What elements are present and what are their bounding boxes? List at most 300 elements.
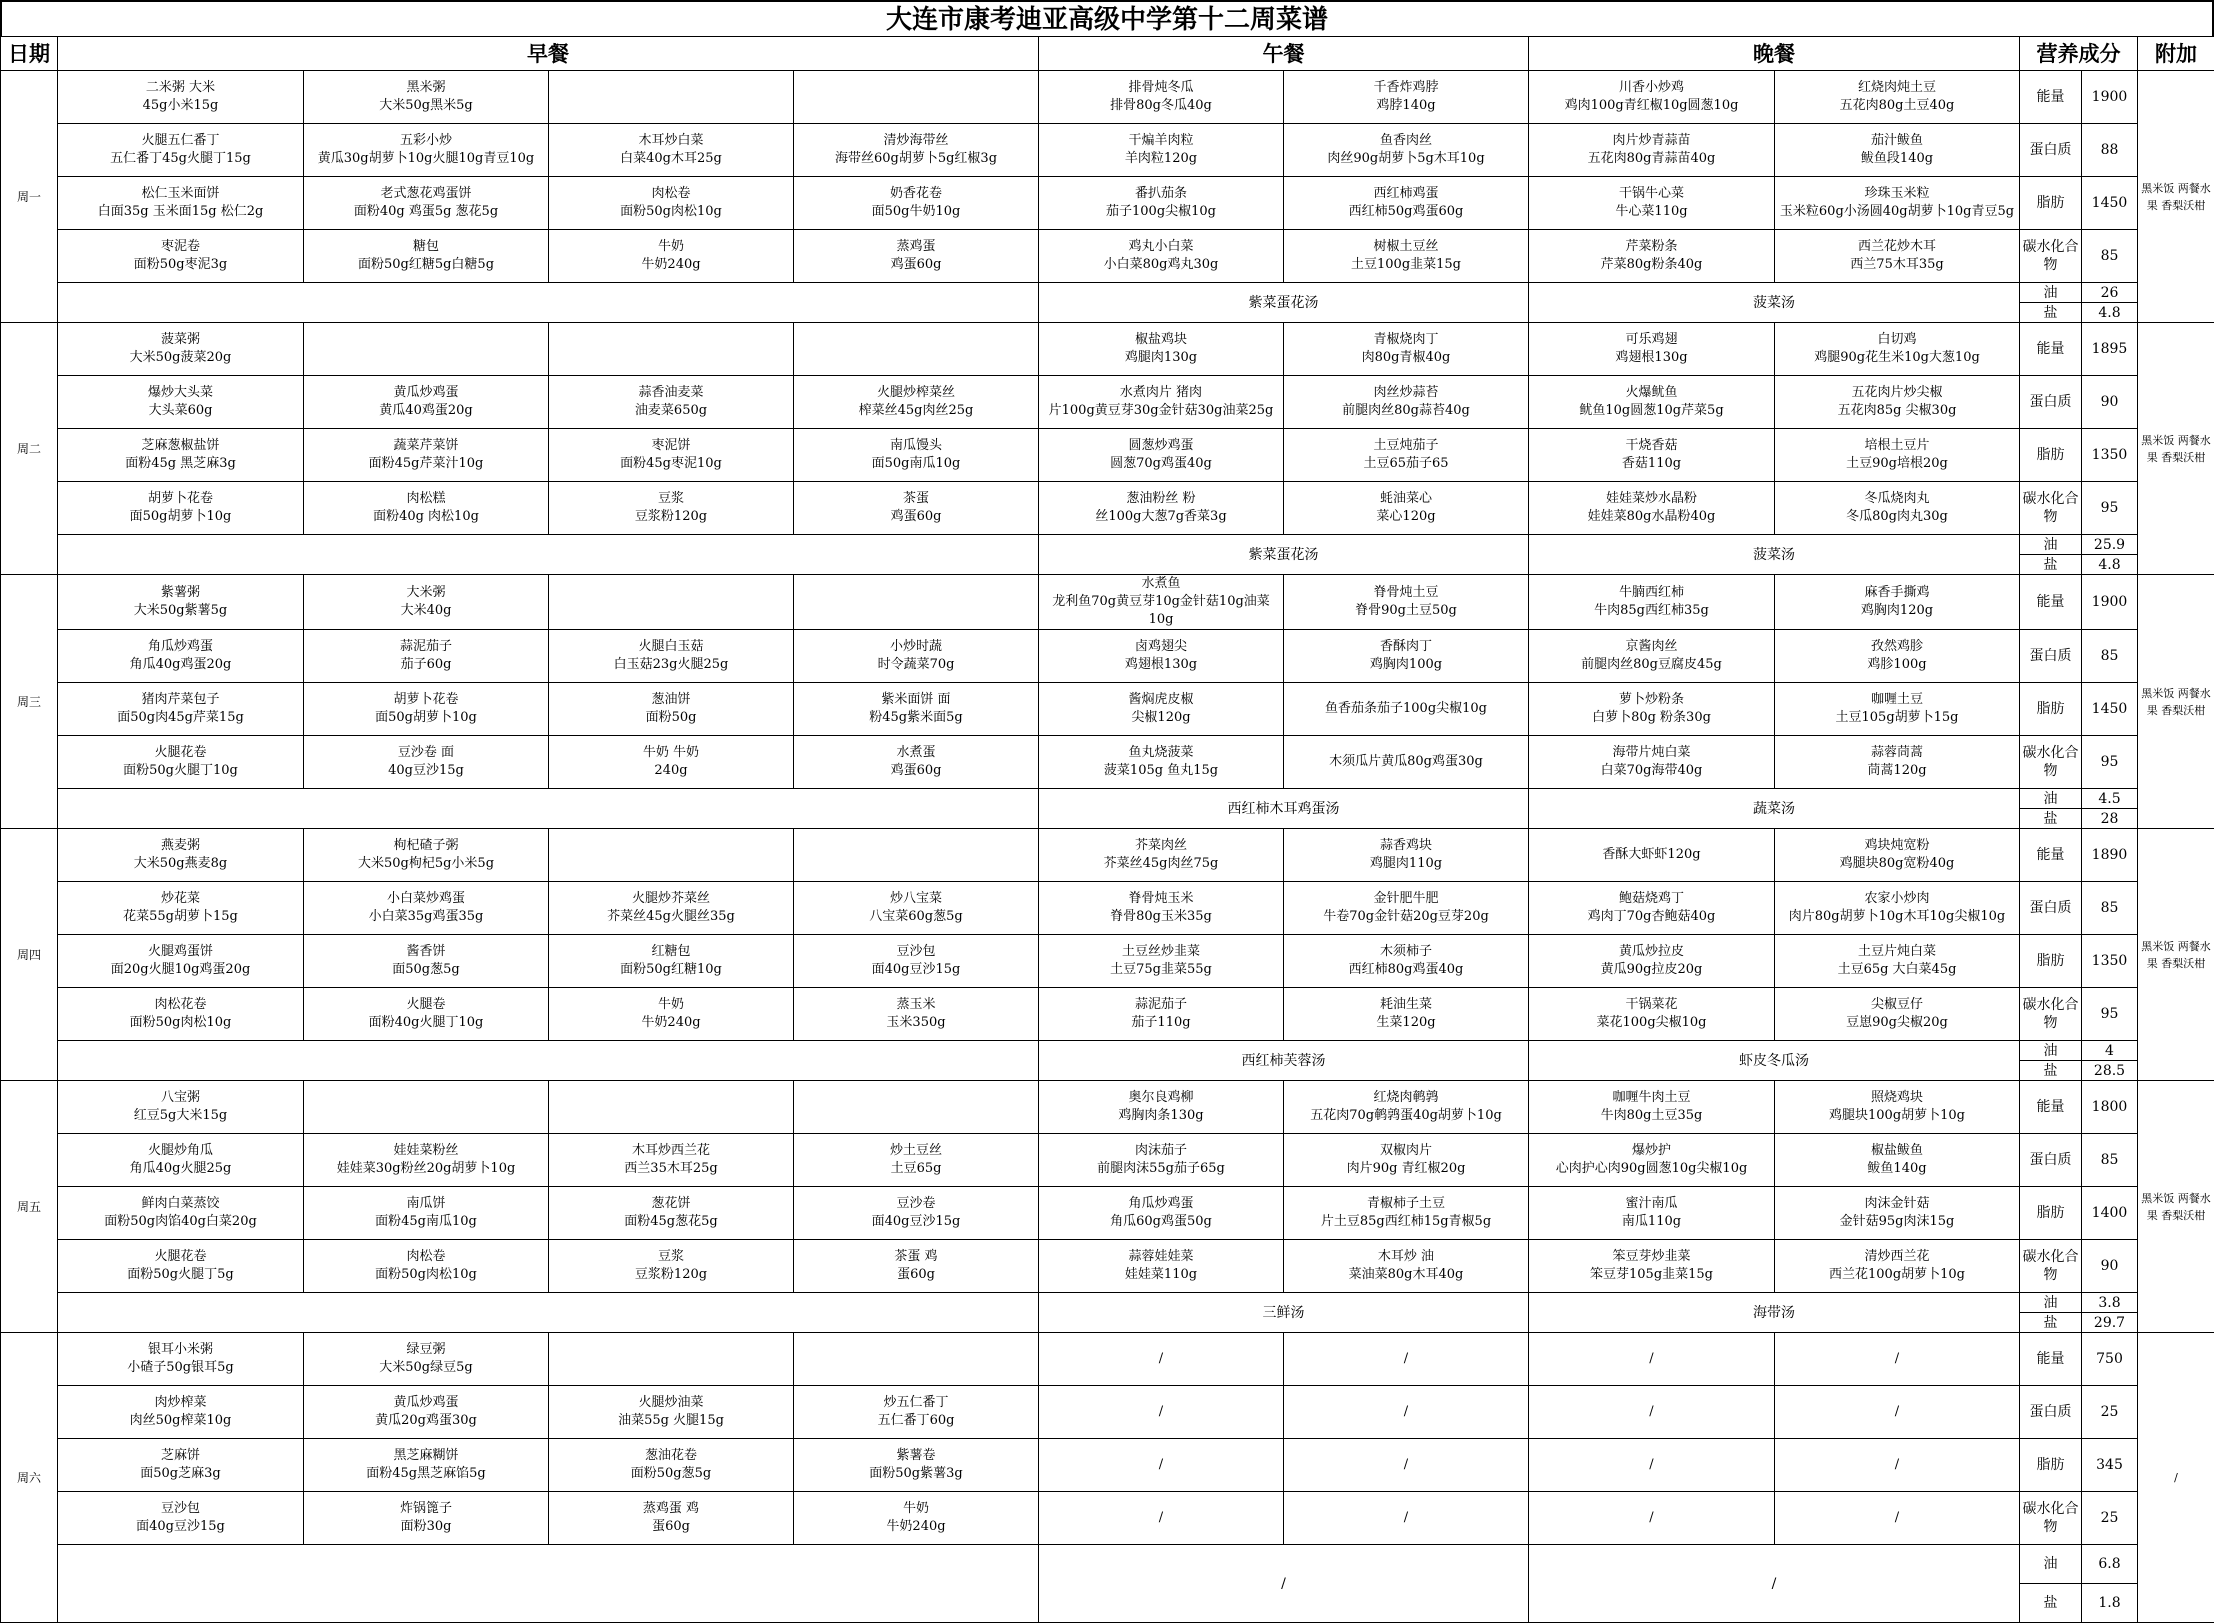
dish-ingredients: 土豆105g胡萝卜15g <box>1835 710 1959 725</box>
empty-mark: / <box>1284 1386 1529 1439</box>
dish-name: 白切鸡 <box>1877 332 1917 347</box>
lunch-dish <box>1039 482 1284 535</box>
dish-ingredients: 面20g火腿10g鸡蛋20g <box>110 962 251 977</box>
dish-name: 酱香饼 <box>406 944 446 959</box>
breakfast-dish <box>58 1386 304 1439</box>
lunch-dish <box>1284 230 1529 283</box>
dish-ingredients: 菜心120g <box>1376 509 1436 524</box>
dish-ingredients: 黄瓜20g鸡蛋30g <box>375 1413 477 1428</box>
breakfast-dish <box>794 1492 1039 1545</box>
dinner-dish <box>1775 736 2020 789</box>
dish-ingredients: 面粉50g <box>645 710 697 725</box>
dish-ingredients: 尖椒120g <box>1131 710 1191 725</box>
nutrient-label: 脂肪 <box>2020 935 2082 988</box>
dish-name: 肉炒榨菜 <box>154 1395 207 1410</box>
dish-ingredients: 土豆65g <box>890 1161 942 1176</box>
dish-name: 红烧肉鹌鹑 <box>1373 1090 1439 1105</box>
nutrient-label: 油 <box>2020 283 2082 303</box>
breakfast-dish <box>794 829 1039 882</box>
dinner-dish <box>1775 829 2020 882</box>
lunch-soup: 西红柿木耳鸡蛋汤 <box>1039 789 1529 829</box>
lunch-dish <box>1039 1240 1284 1293</box>
dish-name: 炒土豆丝 <box>889 1143 942 1158</box>
dinner-soup: 虾皮冬瓜汤 <box>1529 1041 2020 1081</box>
dish-name: 胡萝卜花卷 <box>147 491 213 506</box>
breakfast-dish <box>549 376 794 429</box>
dish-name: 猪肉芹菜包子 <box>141 692 220 707</box>
nutrient-label: 碳水化合物 <box>2020 988 2082 1041</box>
dish-name: 二米粥 大米 <box>145 80 216 95</box>
meal-row <box>1 1492 2214 1545</box>
dish-ingredients: 榨菜丝45g肉丝25g <box>858 403 974 418</box>
breakfast-dish <box>58 1081 304 1134</box>
dish-ingredients: 黄瓜90g拉皮20g <box>1600 962 1703 977</box>
day-label: 周五 <box>1 1081 58 1333</box>
dish-name: 尖椒豆仔 <box>1870 997 1923 1012</box>
dish-ingredients: 面40g豆沙15g <box>871 1214 961 1229</box>
dish-ingredients: 面粉45g黑芝麻馅5g <box>366 1466 486 1481</box>
dish-name: 黄瓜炒鸡蛋 <box>393 1395 459 1410</box>
dish-ingredients: 45g小米15g <box>142 98 219 113</box>
meal-row <box>1 935 2214 988</box>
breakfast-dish <box>549 829 794 882</box>
breakfast-dish <box>58 124 304 177</box>
dish-name: 芝麻饼 <box>160 1448 200 1463</box>
salt-value: 28.5 <box>2082 1061 2138 1081</box>
header-nutrition: 营养成分 <box>2020 37 2138 71</box>
breakfast-dish <box>58 829 304 882</box>
dish-name: 蒜蓉娃娃菜 <box>1128 1249 1194 1264</box>
lunch-dish <box>1039 575 1284 630</box>
lunch-soup: 紫菜蛋花汤 <box>1039 283 1529 323</box>
dish-ingredients: 牛卷70g金针菇20g豆芽20g <box>1323 909 1489 924</box>
dish-name: 孜然鸡胗 <box>1870 639 1923 654</box>
dish-ingredients: 片100g黄豆芽30g金针菇30g油菜25g <box>1048 403 1274 418</box>
dish-ingredients: 娃娃菜110g <box>1124 1267 1198 1282</box>
dish-ingredients: 鸡脖140g <box>1376 98 1436 113</box>
nutrient-value: 1900 <box>2082 575 2138 630</box>
nutrient-label: 脂肪 <box>2020 683 2082 736</box>
breakfast-dish <box>794 882 1039 935</box>
dinner-dish <box>1529 683 1775 736</box>
dish-name: 南瓜饼 <box>406 1196 446 1211</box>
dish-name: 干烧香菇 <box>1625 438 1678 453</box>
soup-row <box>1 789 2214 809</box>
salt-value: 1.8 <box>2082 1584 2138 1623</box>
breakfast-dish <box>304 1386 549 1439</box>
meal-row <box>1 1439 2214 1492</box>
nutrient-value: 90 <box>2082 1240 2138 1293</box>
dish-name: 豆沙卷 <box>896 1196 936 1211</box>
oil-value: 3.8 <box>2082 1293 2138 1313</box>
nutrient-label: 脂肪 <box>2020 177 2082 230</box>
soup-row <box>1 1545 2214 1584</box>
dish-name: 海带片炖白菜 <box>1612 745 1691 760</box>
breakfast-dish <box>794 124 1039 177</box>
dish-ingredients: 肉片80g胡萝卜10g木耳10g尖椒10g <box>1788 909 2006 924</box>
dish-name: 五彩小炒 <box>399 133 452 148</box>
dinner-dish <box>1529 935 1775 988</box>
breakfast-dish <box>58 71 304 124</box>
dish-ingredients: 面40g豆沙15g <box>871 962 961 977</box>
meal-row <box>1 1187 2214 1240</box>
lunch-soup: 西红柿芙蓉汤 <box>1039 1041 1529 1081</box>
breakfast-blank <box>58 535 1039 575</box>
dish-ingredients: 面粉50g红糖10g <box>620 962 722 977</box>
nutrient-value: 1900 <box>2082 71 2138 124</box>
meal-row <box>1 575 2214 630</box>
dish-ingredients: 龙利鱼70g黄豆芽10g金针菇10g油菜10g <box>1052 594 1270 627</box>
breakfast-dish <box>794 988 1039 1041</box>
breakfast-dish <box>58 429 304 482</box>
dish-name: 炒花菜 <box>160 891 200 906</box>
nutrient-value: 750 <box>2082 1333 2138 1386</box>
breakfast-dish <box>58 935 304 988</box>
dish-ingredients: 面粉45g芹菜汁10g <box>368 456 484 471</box>
nutrient-label: 脂肪 <box>2020 1187 2082 1240</box>
breakfast-dish <box>304 683 549 736</box>
breakfast-dish <box>549 1081 794 1134</box>
dish-ingredients: 八宝菜60g葱5g <box>869 909 963 924</box>
lunch-dish <box>1039 177 1284 230</box>
dinner-dish <box>1775 124 2020 177</box>
dish-ingredients: 鸡蛋60g <box>890 257 942 272</box>
soup-row <box>1 1293 2214 1313</box>
dish-ingredients: 鸡胗100g <box>1867 657 1927 672</box>
extra-note: 黑米饭 两餐水果 香梨沃柑 <box>2138 71 2214 323</box>
lunch-dish <box>1039 376 1284 429</box>
dinner-dish <box>1775 482 2020 535</box>
dish-ingredients: 娃娃菜30g粉丝20g胡萝卜10g <box>336 1161 516 1176</box>
dish-ingredients: 面50g葱5g <box>392 962 460 977</box>
dish-name: 紫薯卷 <box>896 1448 936 1463</box>
meal-row <box>1 71 2214 124</box>
breakfast-dish <box>58 1240 304 1293</box>
dish-name: 土豆炖茄子 <box>1373 438 1439 453</box>
dish-ingredients: 菜花100g尖椒10g <box>1596 1015 1707 1030</box>
dish-ingredients: 面50g牛奶10g <box>871 204 961 219</box>
breakfast-dish <box>549 323 794 376</box>
lunch-dish <box>1039 1134 1284 1187</box>
breakfast-dish <box>794 1439 1039 1492</box>
dish-name: 银耳小米粥 <box>147 1342 213 1357</box>
dinner-dish <box>1529 1081 1775 1134</box>
dish-ingredients: 蛋60g <box>652 1519 690 1534</box>
meal-row <box>1 177 2214 230</box>
dinner-dish <box>1775 376 2020 429</box>
dish-ingredients: 鸡腿90g花生米10g大葱10g <box>1814 350 1980 365</box>
header-dinner: 晚餐 <box>1529 37 2020 71</box>
dish-ingredients: 黄瓜40鸡蛋20g <box>379 403 473 418</box>
breakfast-dish <box>58 376 304 429</box>
dish-ingredients: 面粉45g南瓜10g <box>375 1214 477 1229</box>
dish-ingredients: 五仁番丁45g火腿丁15g <box>110 151 251 166</box>
lunch-dish <box>1039 988 1284 1041</box>
dish-name: 清炒海带丝 <box>883 133 949 148</box>
breakfast-dish <box>58 1333 304 1386</box>
dish-ingredients: 鸡腿块80g宽粉40g <box>1839 856 1955 871</box>
dish-name: 牛腩西红柿 <box>1618 585 1684 600</box>
dish-ingredients: 面50g芝麻3g <box>140 1466 221 1481</box>
nutrient-value: 88 <box>2082 124 2138 177</box>
breakfast-dish <box>549 124 794 177</box>
dish-name: 火腿五仁番丁 <box>141 133 220 148</box>
lunch-dish <box>1284 1187 1529 1240</box>
breakfast-dish <box>549 1240 794 1293</box>
breakfast-dish <box>304 230 549 283</box>
dish-name: 炒八宝菜 <box>889 891 942 906</box>
dish-ingredients: 西红柿50g鸡蛋60g <box>1348 204 1464 219</box>
dinner-soup: 蔬菜汤 <box>1529 789 2020 829</box>
dish-name: 椒盐鸡块 <box>1134 332 1187 347</box>
breakfast-dish <box>58 1492 304 1545</box>
dish-ingredients: 圆葱70g鸡蛋40g <box>1110 456 1212 471</box>
dish-name: 火腿白玉菇 <box>638 639 704 654</box>
lunch-dish <box>1039 683 1284 736</box>
dish-ingredients: 鸡腿肉130g <box>1124 350 1198 365</box>
nutrient-label: 脂肪 <box>2020 1439 2082 1492</box>
nutrient-value: 1800 <box>2082 1081 2138 1134</box>
breakfast-dish <box>549 177 794 230</box>
dish-name: 芹菜粉条 <box>1625 239 1678 254</box>
nutrient-label: 油 <box>2020 535 2082 555</box>
dish-name: 枣泥饼 <box>651 438 691 453</box>
dish-ingredients: 白菜40g木耳25g <box>620 151 722 166</box>
dish-ingredients: 鸡胸肉100g <box>1369 657 1443 672</box>
breakfast-dish <box>794 429 1039 482</box>
dish-ingredients: 面50g南瓜10g <box>871 456 961 471</box>
dish-ingredients: 大米40g <box>400 603 452 618</box>
dish-name: 角瓜炒鸡蛋 <box>147 639 213 654</box>
breakfast-dish <box>304 1240 549 1293</box>
nutrient-label: 能量 <box>2020 829 2082 882</box>
breakfast-dish <box>794 71 1039 124</box>
dish-ingredients: 海带丝60g胡萝卜5g红椒3g <box>834 151 998 166</box>
lunch-dish <box>1039 736 1284 789</box>
dish-ingredients: 面粉50g红糖5g白糖5g <box>357 257 495 272</box>
dinner-dish <box>1775 71 2020 124</box>
dish-name: 奥尔良鸡柳 <box>1128 1090 1194 1105</box>
dinner-dish <box>1775 935 2020 988</box>
extra-note: 黑米饭 两餐水果 香梨沃柑 <box>2138 1081 2214 1333</box>
dish-ingredients: 西兰花100g胡萝卜10g <box>1829 1267 1965 1282</box>
dish-name: 鸡块炖宽粉 <box>1864 838 1930 853</box>
dinner-dish <box>1529 376 1775 429</box>
dish-ingredients: 白菜70g海带40g <box>1600 763 1703 778</box>
dinner-dish <box>1529 124 1775 177</box>
dish-name: 金针肥牛肥 <box>1373 891 1439 906</box>
breakfast-dish <box>304 376 549 429</box>
dish-name: 葱油粉丝 粉 <box>1126 491 1196 506</box>
dish-name: 蜜汁南瓜 <box>1625 1196 1678 1211</box>
meal-row <box>1 323 2214 376</box>
dish-name: 肉松糕 <box>406 491 446 506</box>
lunch-dish <box>1284 1134 1529 1187</box>
dish-ingredients: 面粉50g火腿丁10g <box>123 763 238 778</box>
dish-ingredients: 玉米350g <box>886 1015 946 1030</box>
dish-name: 黑芝麻糊饼 <box>393 1448 459 1463</box>
breakfast-blank <box>58 1545 1039 1623</box>
soup-row <box>1 535 2214 555</box>
lunch-dish <box>1284 829 1529 882</box>
breakfast-dish <box>794 482 1039 535</box>
nutrient-value: 85 <box>2082 630 2138 683</box>
lunch-dish <box>1039 882 1284 935</box>
extra-note: 黑米饭 两餐水果 香梨沃柑 <box>2138 323 2214 575</box>
dish-name: 干煸羊肉粒 <box>1128 133 1194 148</box>
breakfast-dish <box>794 376 1039 429</box>
dish-name: 大米粥 <box>406 585 446 600</box>
breakfast-dish <box>549 575 794 630</box>
dish-ingredients: 粉45g紫米面5g <box>869 710 963 725</box>
dish-ingredients: 茼蒿120g <box>1867 763 1927 778</box>
nutrient-value: 95 <box>2082 736 2138 789</box>
dish-name: 肉松花卷 <box>154 997 207 1012</box>
dinner-dish <box>1529 1187 1775 1240</box>
dish-name: 卤鸡翅尖 <box>1134 639 1187 654</box>
dish-ingredients: 香菇110g <box>1621 456 1682 471</box>
dish-ingredients: 豆浆粉120g <box>634 1267 708 1282</box>
dish-name: 蒜香油麦菜 <box>638 385 704 400</box>
breakfast-blank <box>58 1293 1039 1333</box>
dish-ingredients: 五花肉80g土豆40g <box>1839 98 1955 113</box>
breakfast-dish <box>549 1187 794 1240</box>
meal-row <box>1 1386 2214 1439</box>
dinner-dish <box>1529 882 1775 935</box>
dinner-dish <box>1529 988 1775 1041</box>
dish-ingredients: 前腿肉沫55g茄子65g <box>1097 1161 1225 1176</box>
dish-ingredients: 面粉40g 肉松10g <box>373 509 479 524</box>
breakfast-dish <box>304 1134 549 1187</box>
meal-row <box>1 988 2214 1041</box>
dish-name: 蒸玉米 <box>896 997 936 1012</box>
dish-name: 肉沫茄子 <box>1134 1143 1187 1158</box>
dish-name: 菠菜粥 <box>160 332 200 347</box>
dish-ingredients: 牛奶240g <box>641 1015 701 1030</box>
dish-ingredients: 白面35g 玉米面15g 松仁2g <box>97 204 264 219</box>
dish-ingredients: 羊肉粒120g <box>1124 151 1198 166</box>
nutrient-value: 25 <box>2082 1492 2138 1545</box>
dish-ingredients: 鸡腿块100g胡萝卜10g <box>1829 1108 1965 1123</box>
dinner-dish <box>1529 177 1775 230</box>
dinner-dish <box>1529 230 1775 283</box>
dish-name: 芥菜肉丝 <box>1134 838 1187 853</box>
header-lunch: 午餐 <box>1039 37 1529 71</box>
dish-ingredients: 花菜55g胡萝卜15g <box>123 909 238 924</box>
dish-name: 蚝油菜心 <box>1379 491 1432 506</box>
dish-name: 培根土豆片 <box>1864 438 1930 453</box>
dinner-dish <box>1775 683 2020 736</box>
nutrient-label: 能量 <box>2020 323 2082 376</box>
meal-row <box>1 1333 2214 1386</box>
dish-name: 胡萝卜花卷 <box>393 692 459 707</box>
dish-ingredients: 大米50g枸杞5g小米5g <box>357 856 495 871</box>
dinner-soup: 海带汤 <box>1529 1293 2020 1333</box>
breakfast-dish <box>304 1187 549 1240</box>
salt-value: 28 <box>2082 809 2138 829</box>
dish-name: 肉松卷 <box>651 186 691 201</box>
dish-ingredients: 黄瓜30g胡萝卜10g火腿10g青豆10g <box>317 151 535 166</box>
dish-name: 西兰花炒木耳 <box>1857 239 1936 254</box>
dish-ingredients: 鸡胸肉120g <box>1860 603 1934 618</box>
dish-ingredients: 面粉50g葱5g <box>630 1466 712 1481</box>
oil-value: 26 <box>2082 283 2138 303</box>
lunch-dish <box>1284 1240 1529 1293</box>
dinner-dish <box>1775 630 2020 683</box>
nutrient-value: 1450 <box>2082 177 2138 230</box>
breakfast-dish <box>304 1333 549 1386</box>
dish-name: 椒盐鲅鱼 <box>1870 1143 1923 1158</box>
dish-name: 木耳炒西兰花 <box>631 1143 710 1158</box>
dish-name: 糖包 <box>412 239 439 254</box>
nutrient-label: 能量 <box>2020 575 2082 630</box>
dish-ingredients: 小白菜35g鸡蛋35g <box>368 909 484 924</box>
breakfast-dish <box>794 575 1039 630</box>
dish-ingredients: 牛心菜110g <box>1615 204 1688 219</box>
breakfast-dish <box>304 71 549 124</box>
dish-name: 角瓜炒鸡蛋 <box>1128 1196 1194 1211</box>
meal-row <box>1 429 2214 482</box>
nutrient-value: 85 <box>2082 1134 2138 1187</box>
empty-mark: / <box>1775 1333 2020 1386</box>
dinner-soup: 菠菜汤 <box>1529 283 2020 323</box>
nutrient-label: 盐 <box>2020 1061 2082 1081</box>
page-title: 大连市康考迪亚高级中学第十二周菜谱 <box>0 0 2214 36</box>
dish-ingredients: 鸡蛋60g <box>890 509 942 524</box>
oil-value: 4.5 <box>2082 789 2138 809</box>
dish-ingredients: 角瓜40g鸡蛋20g <box>129 657 232 672</box>
dish-ingredients: 油菜55g 火腿15g <box>618 1413 724 1428</box>
dish-ingredients: 牛肉80g土豆35g <box>1600 1108 1703 1123</box>
dinner-dish <box>1775 230 2020 283</box>
empty-mark: / <box>1039 1333 1284 1386</box>
breakfast-dish <box>304 988 549 1041</box>
dish-ingredients: 南瓜110g <box>1621 1214 1682 1229</box>
dish-ingredients: 面粉50g紫薯3g <box>869 1466 963 1481</box>
breakfast-dish <box>304 1439 549 1492</box>
breakfast-dish <box>794 630 1039 683</box>
nutrient-label: 蛋白质 <box>2020 630 2082 683</box>
lunch-dish <box>1284 177 1529 230</box>
dish-name: 土豆片炖白菜 <box>1857 944 1936 959</box>
dish-name: 五花肉片炒尖椒 <box>1851 385 1943 400</box>
breakfast-dish <box>794 1187 1039 1240</box>
dish-name: 京酱肉丝 <box>1625 639 1678 654</box>
dish-ingredients: 五花肉80g青蒜苗40g <box>1587 151 1716 166</box>
dish-name: 脊骨炖玉米 <box>1128 891 1194 906</box>
dish-ingredients: 鸡翅根130g <box>1124 657 1198 672</box>
empty-mark: / <box>1529 1386 1775 1439</box>
dish-ingredients: 大米50g紫薯5g <box>133 603 228 618</box>
dish-ingredients: 五花肉85g 尖椒30g <box>1837 403 1957 418</box>
dinner-dish <box>1775 1134 2020 1187</box>
breakfast-dish <box>58 630 304 683</box>
dish-name: 黑米粥 <box>406 80 446 95</box>
breakfast-blank <box>58 283 1039 323</box>
meal-row <box>1 1240 2214 1293</box>
dish-name: 鱼丸烧菠菜 <box>1128 745 1194 760</box>
lunch-soup: 紫菜蛋花汤 <box>1039 535 1529 575</box>
lunch-dish <box>1039 429 1284 482</box>
dish-ingredients: 牛奶240g <box>886 1519 946 1534</box>
empty-mark: / <box>1284 1492 1529 1545</box>
dish-name: 蒜蓉茼蒿 <box>1870 745 1923 760</box>
breakfast-dish <box>549 71 794 124</box>
extra-note: / <box>2138 1333 2214 1623</box>
dish-ingredients: 肉80g青椒40g <box>1361 350 1451 365</box>
dinner-dish <box>1529 736 1775 789</box>
dish-name: 珍珠玉米粒 <box>1864 186 1930 201</box>
